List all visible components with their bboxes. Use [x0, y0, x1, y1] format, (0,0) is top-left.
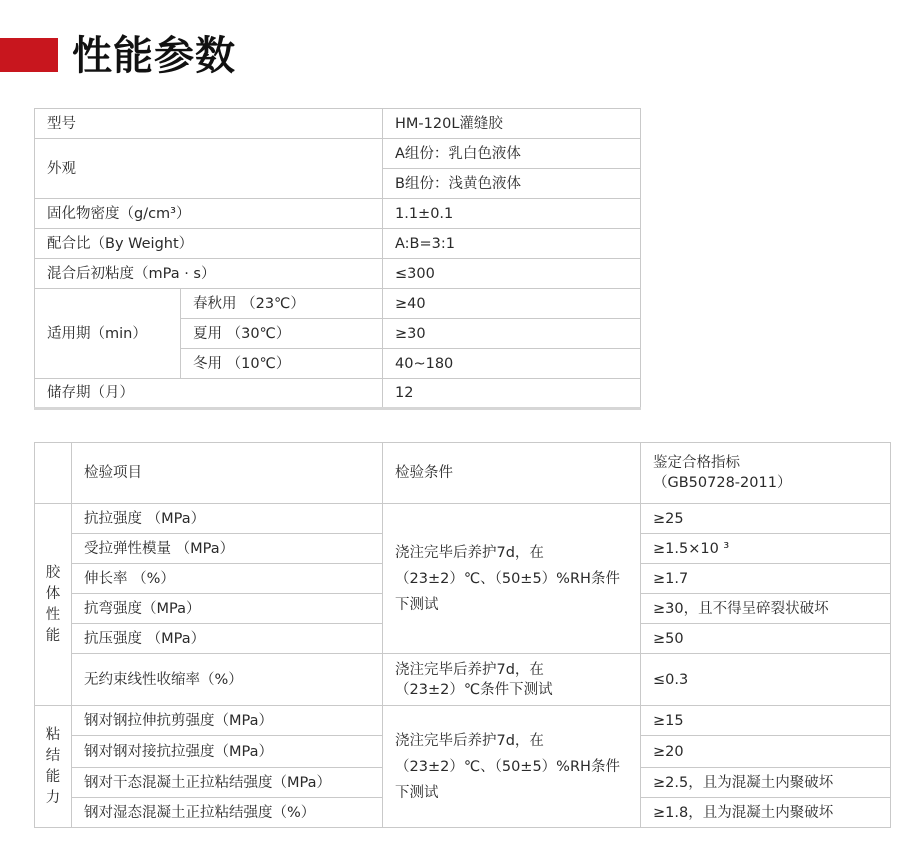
test-value: ≥25: [641, 504, 891, 534]
spec-label: 型号: [35, 109, 383, 139]
spec-value: 40~180: [383, 349, 641, 379]
test-item: 伸长率 （%）: [72, 564, 383, 594]
spec-value: ≥30: [383, 319, 641, 349]
test-item: 钢对钢拉伸抗剪强度（MPa）: [72, 706, 383, 736]
header-criteria-standard: （GB50728-2011）: [653, 475, 792, 491]
table-row: [35, 379, 641, 409]
table-row: [35, 259, 641, 289]
season-label: 春秋用 （23℃）: [181, 289, 383, 319]
header-criteria: [641, 443, 891, 504]
spec-table: [34, 108, 641, 410]
test-value: ≥1.5×10 ³: [641, 534, 891, 564]
test-condition: 浇注完毕后养护7d，在（23±2）℃、（50±5）%RH条件下测试: [383, 504, 641, 654]
test-value: ≥1.7: [641, 564, 891, 594]
spec-value: 12: [383, 379, 641, 409]
test-condition: 浇注完毕后养护7d，在（23±2）℃、（50±5）%RH条件下测试: [383, 706, 641, 828]
page-title: 性能参数: [72, 33, 236, 79]
table-row: [35, 289, 641, 319]
spec-value: ≥40: [383, 289, 641, 319]
table-row: [35, 199, 641, 229]
test-item: 抗拉强度 （MPa）: [72, 504, 383, 534]
table-row: [35, 109, 641, 139]
spec-value: HM-120L灌缝胶: [383, 109, 641, 139]
table-row: [35, 504, 891, 534]
test-item: 钢对湿态混凝土正拉粘结强度（%）: [72, 798, 383, 828]
section-header: [0, 30, 923, 88]
spec-value: A:B=3:1: [383, 229, 641, 259]
season-label: 夏用 （30℃）: [181, 319, 383, 349]
test-value: ≥15: [641, 706, 891, 736]
spec-label: 混合后初粘度（mPa · s）: [35, 259, 383, 289]
group-label-colloid: 胶体性能: [35, 504, 72, 706]
test-condition: 浇注完毕后养护7d，在（23±2）℃条件下测试: [383, 654, 641, 706]
spec-label: 外观: [35, 139, 383, 199]
header-criteria-title: 鉴定合格指标: [653, 455, 740, 471]
test-value: ≥2.5，且为混凝土内聚破坏: [641, 768, 891, 798]
table-row: [35, 139, 641, 169]
spec-value: ≤300: [383, 259, 641, 289]
spec-value: A组份：乳白色液体: [383, 139, 641, 169]
spec-value: B组份：浅黄色液体: [383, 169, 641, 199]
test-item: 钢对钢对接抗拉强度（MPa）: [72, 736, 383, 768]
spec-value: 1.1±0.1: [383, 199, 641, 229]
header-condition: 检验条件: [383, 443, 641, 504]
test-value: ≤0.3: [641, 654, 891, 706]
table-row: [35, 229, 641, 259]
test-value: ≥50: [641, 624, 891, 654]
header-blank: [35, 443, 72, 504]
group-label-bonding: 粘结能力: [35, 706, 72, 828]
table-row: [35, 654, 891, 706]
test-value: ≥1.8，且为混凝土内聚破坏: [641, 798, 891, 828]
test-item: 无约束线性收缩率（%）: [72, 654, 383, 706]
table-row: [35, 706, 891, 736]
test-item: 钢对干态混凝土正拉粘结强度（MPa）: [72, 768, 383, 798]
spec-label: 配合比（By Weight）: [35, 229, 383, 259]
test-value: ≥30，且不得呈碎裂状破坏: [641, 594, 891, 624]
accent-bar: [0, 38, 58, 72]
test-item: 抗压强度 （MPa）: [72, 624, 383, 654]
spec-label: 储存期（月）: [35, 379, 383, 409]
test-table: [34, 442, 891, 828]
test-item: 受拉弹性模量 （MPa）: [72, 534, 383, 564]
spec-label: 固化物密度（g/cm³）: [35, 199, 383, 229]
season-label: 冬用 （10℃）: [181, 349, 383, 379]
test-value: ≥20: [641, 736, 891, 768]
table-header-row: [35, 443, 891, 504]
spec-label: 适用期（min）: [35, 289, 181, 379]
header-item: 检验项目: [72, 443, 383, 504]
test-item: 抗弯强度（MPa）: [72, 594, 383, 624]
